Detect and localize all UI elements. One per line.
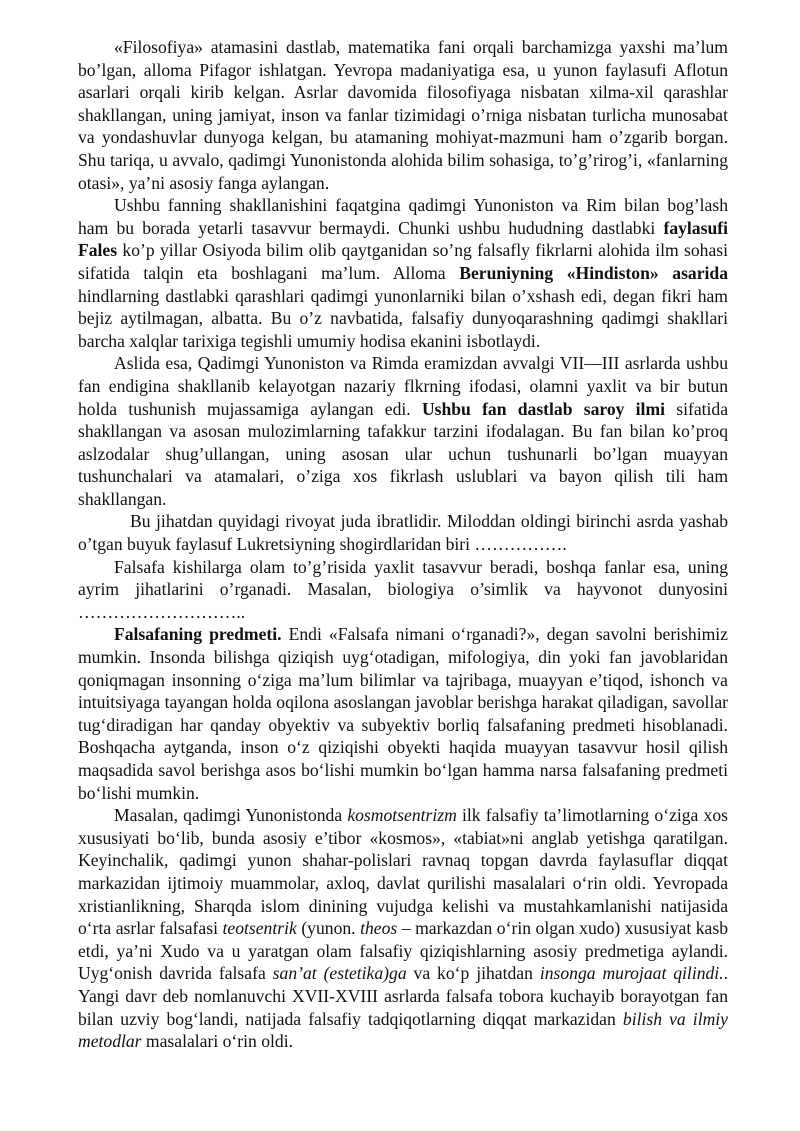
text-run: Endi «Falsafa nimani o‘rganadi?», degan savolni berishimiz mumkin. Insonda bilishga qiziqish uyg‘otadigan, mifologiya, din yoki fan javoblaridan qoniqmagan insonning o‘ziga ma’lum bilimlar va tajribaga, muayyan e’tiqod, ishonch va intuitsiyaga tayangan holda oqilona asoslangan javoblar berishga harakat qiladigan, savollar tug‘diradigan har qanday obyektiv va subyektiv borliq falsafaning predmeti hisoblanadi. Boshqacha aytganda, inson o‘z qiziqishi obyekti haqida muayyan tasavvur hosil qilish maqsadida savol berishga asos bo‘lishi mumkin bo‘lgan hamma narsa falsafaning predmeti bo‘lishi mumkin. <box>78 624 728 803</box>
text-run: «Filosofiya» atamasini dastlab, matematika fani orqali barchamizga yaxshi ma’lum bo’lgan, alloma Pifagor ishlatgan. Yevropa madaniyatiga esa, u yunon faylasufi Aflotun asarlari orqali kirib kelgan. Asrlar davomida filosofiyaga nisbatan xilma-xil qarashlar shakllangan, uning jamiyat, inson va fanlar tizimidagi o’rniga nisbatan turlicha munosabat va yondashuvlar dunyoga kelgan, bu atamaning mohiyat-mazmuni ham o’zgarib borgan. Shu tariqa, u avvalo, qadimgi Yunonistonda alohida bilim sohasiga, to’g’rirog’i, «fanlarning otasi», ya’ni asosiy fanga aylangan. <box>78 37 728 193</box>
italic-text: san’at (estetika)ga <box>272 963 407 984</box>
paragraph <box>78 623 728 804</box>
text-run: Ushbu fanning shakllanishini faqatgina qadimgi Yunoniston va Rim bilan bog’lash ham bu borada yetarli tasavvur bermaydi. Chunki ushbu hududning dastlabki <box>78 195 728 238</box>
paragraph <box>78 194 728 352</box>
italic-text: theos <box>360 918 398 939</box>
text-run: masalalari o‘rin oldi. <box>141 1031 293 1052</box>
text-run: ilk falsafiy ta’limotlarning o‘ziga xos xususiyati bo‘lib, bunda asosiy e’tibor «kosmos», «tabiat»ni anglab yetishga qaratilgan. Keyinchalik, qadimgi yunon shahar-polislari ravnaq topgan davrda faylasuflar diqqat markazidan ijtimoiy muammolar, axloq, davlat qurilishi masalalari o‘rin oldi. Yevropada xristianlikning, Sharqda islom dinining vujudga kelishi va mustahkamlanishi natijasida o‘rta asrlar falsafasi <box>78 805 728 939</box>
text-run: – markazdan o‘rin olgan xudo) xususiyat kasb etdi, ya’ni Xudo va u yaratgan olam falsafiy qiziqishlarning asosiy predmetiga aylandi. Uyg‘onish davrida falsafa <box>78 918 728 984</box>
text-run: ko’p yillar Osiyoda bilim olib qaytganidan so’ng falsafly fikrlarni alohida ilm sohasi sifatida talqin eta boshlagani ma’lum. Alloma <box>78 240 728 283</box>
bold-text: Falsafaning predmeti. <box>114 624 282 645</box>
italic-text: kosmotsentrizm <box>347 805 457 826</box>
text-run: Aslida esa, Qadimgi Yunoniston va Rimda eramizdan avvalgi VII—III asrlarda ushbu fan endigina shakllanib kelayotgan nazariy flkrning ifodasi, olamni yaxlit va bir butun holda tushunish mujassamiga aylangan edi. <box>78 353 728 419</box>
paragraph <box>78 510 728 555</box>
bold-text: faylasufi Fales <box>78 217 728 261</box>
paragraph <box>78 804 728 1053</box>
paragraph <box>78 352 728 510</box>
italic-text: bilish va ilmiy metodlar <box>78 1008 728 1052</box>
text-run: Masalan, qadimgi Yunonistonda <box>114 805 348 826</box>
italic-text: insonga murojaat qilindi. <box>539 963 724 984</box>
paragraph <box>78 556 728 624</box>
paragraph <box>78 36 728 194</box>
text-run: Bu jihatdan quyidagi rivoyat juda ibratlidir. Miloddan oldingi birinchi asrda yashab o’tgan buyuk faylasuf Lukretsiyning shogirdlaridan biri ……………. <box>78 511 728 555</box>
text-run: (yunon. <box>296 918 361 939</box>
text-run: . Yangi davr deb nomlanuvchi XVII-XVIII asrlarda falsafa tobora kuchayib borayotgan fan bilan uzviy bog‘landi, natijada falsafiy tadqiqotlarning diqqat markazidan <box>78 963 728 1029</box>
italic-text: teotsentrik <box>222 918 297 939</box>
text-run: Falsafa kishilarga olam to’g’risida yaxlit tasavvur beradi, boshqa fanlar esa, uning ayrim jihatlarini o’rganadi. Masalan, biologiya o’simlik va hayvonot dunyosini ……………………….. <box>78 556 728 622</box>
text-run: sifatida shakllangan va asosan mulozimlarning tafakkur tarzini ifodalagan. Bu fan bilan ko’proq aslzodalar shug’ullangan, uning asosan ular uchun tushunarli bo’lgan muayyan tushunchalari va atamalari, o’ziga xos fikrlash uslublari va bayon qilish tili ham shakllangan. <box>78 398 729 509</box>
text-run: hindlarning dastlabki qarashlari qadimgi yunonlarniki bilan o’xshash edi, degan fikri ham bejiz aytilmagan, albatta. Bu o’z navbatida, falsafiy dunyoqarashning qadimgi shakllari barcha xalqlar tarixiga tegishli umumiy hodisa ekanini isbotlaydi. <box>78 285 728 351</box>
text-run: va ko‘p jihatdan <box>406 963 540 984</box>
bold-text: Beruniyning «Hindiston» asarida <box>459 262 728 283</box>
bold-text: Ushbu fan dastlab saroy ilmi <box>421 398 665 419</box>
